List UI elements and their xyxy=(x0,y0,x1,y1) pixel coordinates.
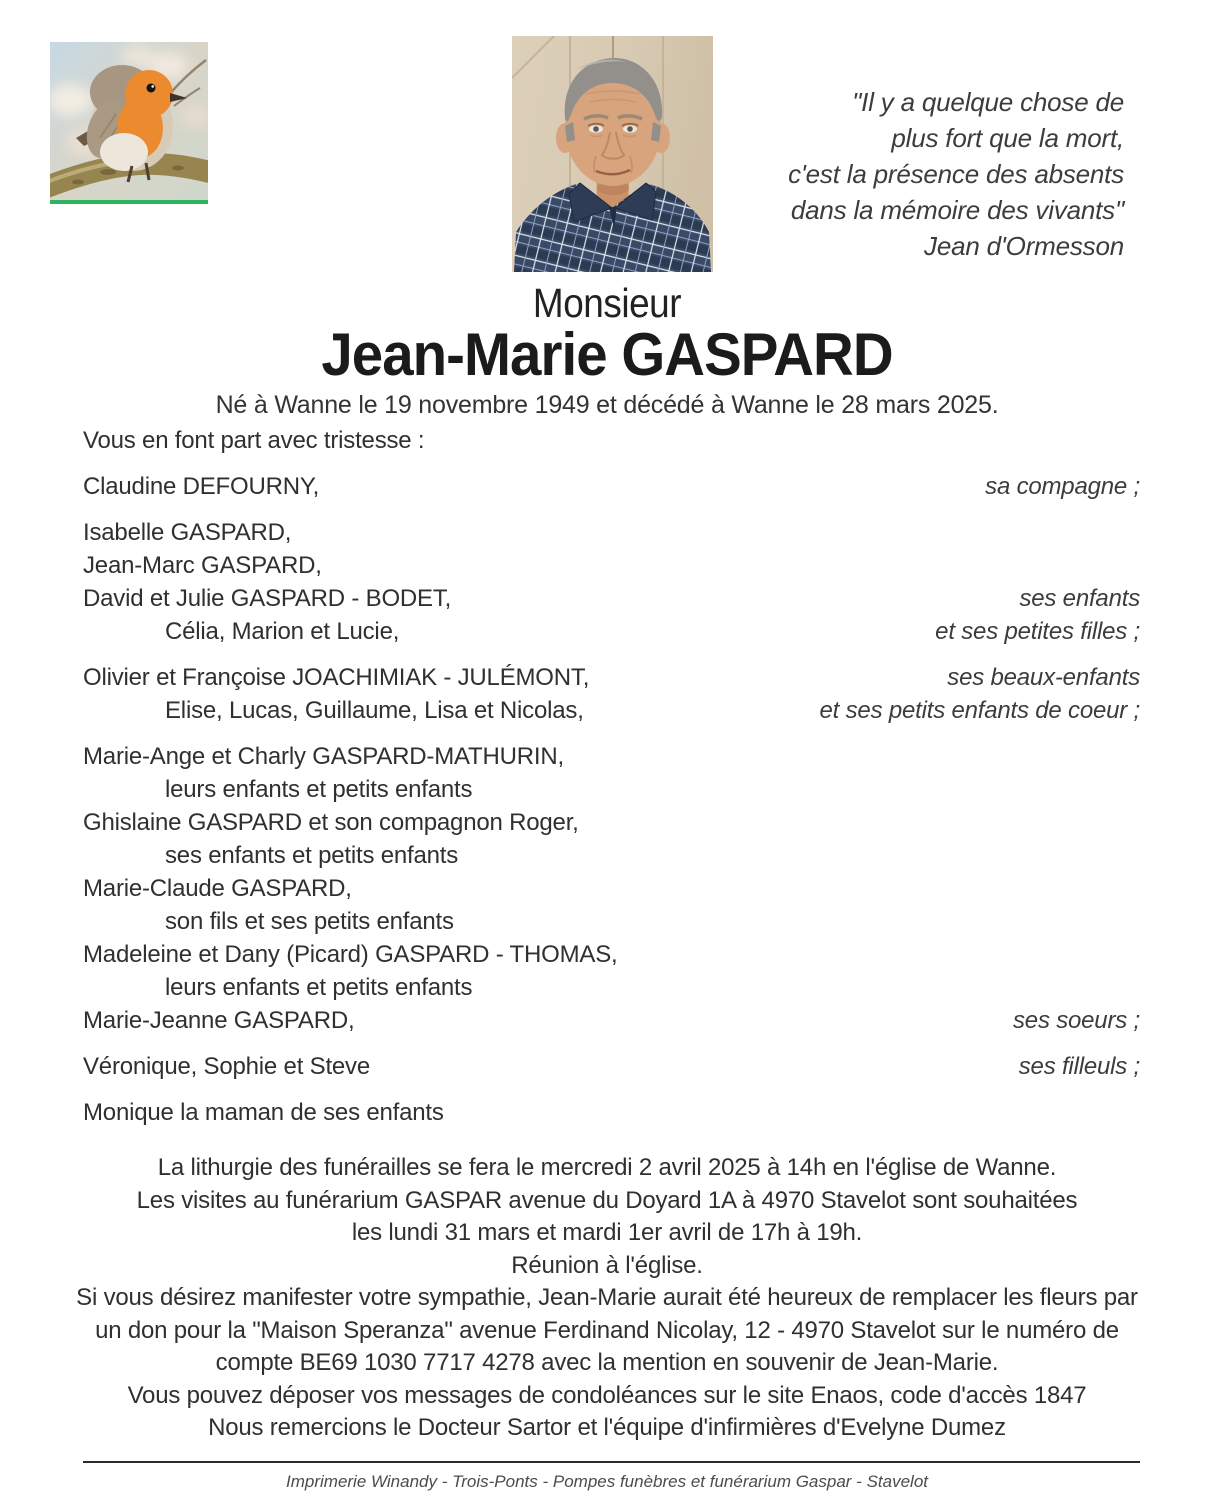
family-name: Claudine DEFOURNY, xyxy=(83,473,320,500)
family-name: ses enfants et petits enfants xyxy=(165,842,459,869)
portrait-illustration xyxy=(512,36,713,272)
quote-line: "Il y a quelque chose de xyxy=(852,87,1124,117)
family-relation: ses soeurs ; xyxy=(1013,1007,1140,1034)
family-name: Madeleine et Dany (Picard) GASPARD - THOMAS, xyxy=(83,941,618,968)
ceremony-line: La lithurgie des funérailles se fera le mercredi 2 avril 2025 à 14h en l'église de Wanne. xyxy=(157,1154,1057,1181)
family-row xyxy=(83,971,1140,1004)
family-row xyxy=(83,938,1140,971)
family-name: Marie-Ange et Charly GASPARD-MATHURIN, xyxy=(83,743,564,770)
family-relation: ses beaux-enfants xyxy=(947,664,1140,691)
family-name: David et Julie GASPARD - BODET, xyxy=(83,585,452,612)
family-row xyxy=(83,1096,1140,1129)
quote-author: Jean d'Ormesson xyxy=(924,231,1124,261)
family-row xyxy=(83,1004,1140,1037)
family-name: leurs enfants et petits enfants xyxy=(165,776,473,803)
salutation: Monsieur xyxy=(532,280,682,326)
family-row xyxy=(83,582,1140,615)
family-row xyxy=(83,661,1140,694)
family-section xyxy=(83,424,1140,1129)
family-name: son fils et ses petits enfants xyxy=(165,908,454,935)
family-row xyxy=(83,839,1140,872)
ceremony-line: Si vous désirez manifester votre sympathie, Jean-Marie aurait été heureux de remplacer les fleurs par xyxy=(76,1284,1138,1311)
family-row xyxy=(83,694,1140,727)
family-name: Marie-Claude GASPARD, xyxy=(83,875,352,902)
ceremony-line: les lundi 31 mars et mardi 1er avril de 17h à 19h. xyxy=(351,1219,863,1246)
family-row xyxy=(83,905,1140,938)
ceremony-section xyxy=(0,1152,1214,1445)
robin-photo xyxy=(50,42,208,204)
family-relation: ses filleuls ; xyxy=(1018,1053,1140,1080)
family-row xyxy=(83,740,1140,773)
ceremony-line: Réunion à l'église. xyxy=(511,1251,703,1279)
family-name: Elise, Lucas, Guillaume, Lisa et Nicolas, xyxy=(165,697,584,724)
deceased-name: Jean-Marie GASPARD xyxy=(321,321,893,388)
ceremony-line: compte BE69 1030 7717 4278 avec la mention en souvenir de Jean-Marie. xyxy=(215,1349,999,1376)
family-row xyxy=(83,806,1140,839)
family-row xyxy=(83,516,1140,549)
footer-divider xyxy=(83,1461,1140,1463)
quote-line: c'est la présence des absents xyxy=(788,159,1124,189)
ceremony-line: un don pour la "Maison Speranza" avenue Ferdinand Nicolay, 12 - 4970 Stavelot sur le numéro de xyxy=(95,1316,1119,1344)
title-block xyxy=(0,281,1214,420)
family-name: Célia, Marion et Lucie, xyxy=(165,618,400,645)
family-row xyxy=(83,549,1140,582)
portrait-photo xyxy=(512,36,713,272)
family-row xyxy=(83,470,1140,503)
family-name: leurs enfants et petits enfants xyxy=(165,974,473,1001)
family-name: Jean-Marc GASPARD, xyxy=(83,552,322,579)
family-row xyxy=(83,872,1140,905)
quote-line: plus fort que la mort, xyxy=(891,123,1124,153)
family-name: Isabelle GASPARD, xyxy=(83,519,292,546)
robin-illustration xyxy=(50,42,208,204)
family-name: Olivier et Françoise JOACHIMIAK - JULÉMONT, xyxy=(83,664,590,691)
family-name: Monique la maman de ses enfants xyxy=(83,1099,444,1126)
footer-text: Imprimerie Winandy - Trois-Ponts - Pompes funèbres et funérarium Gaspar - Stavelot xyxy=(286,1472,928,1491)
family-name: Véronique, Sophie et Steve xyxy=(83,1053,371,1080)
family-relation: sa compagne ; xyxy=(985,473,1140,500)
family-name: Marie-Jeanne GASPARD, xyxy=(83,1007,355,1034)
ceremony-line: Vous pouvez déposer vos messages de condoléances sur le site Enaos, code d'accès 1847 xyxy=(127,1381,1087,1409)
family-relation: et ses petites filles ; xyxy=(935,618,1140,645)
family-name: Ghislaine GASPARD et son compagnon Roger, xyxy=(83,809,579,836)
family-row xyxy=(83,773,1140,806)
family-row xyxy=(83,615,1140,648)
family-relation: ses enfants xyxy=(1019,585,1140,612)
ceremony-line: Les visites au funérarium GASPAR avenue du Doyard 1A à 4970 Stavelot sont souhaitées xyxy=(136,1186,1078,1214)
grass-strip xyxy=(50,200,208,204)
ceremony-line: Nous remercions le Docteur Sartor et l'équipe d'infirmières d'Evelyne Dumez xyxy=(208,1414,1006,1441)
family-relation: et ses petits enfants de coeur ; xyxy=(819,697,1140,724)
family-row xyxy=(83,1050,1140,1083)
family-intro: Vous en font part avec tristesse : xyxy=(83,427,425,454)
life-dates: Né à Wanne le 19 novembre 1949 et décédé à Wanne le 28 mars 2025. xyxy=(215,391,999,419)
quote-block xyxy=(724,84,1124,264)
quote-line: dans la mémoire des vivants" xyxy=(790,195,1124,225)
